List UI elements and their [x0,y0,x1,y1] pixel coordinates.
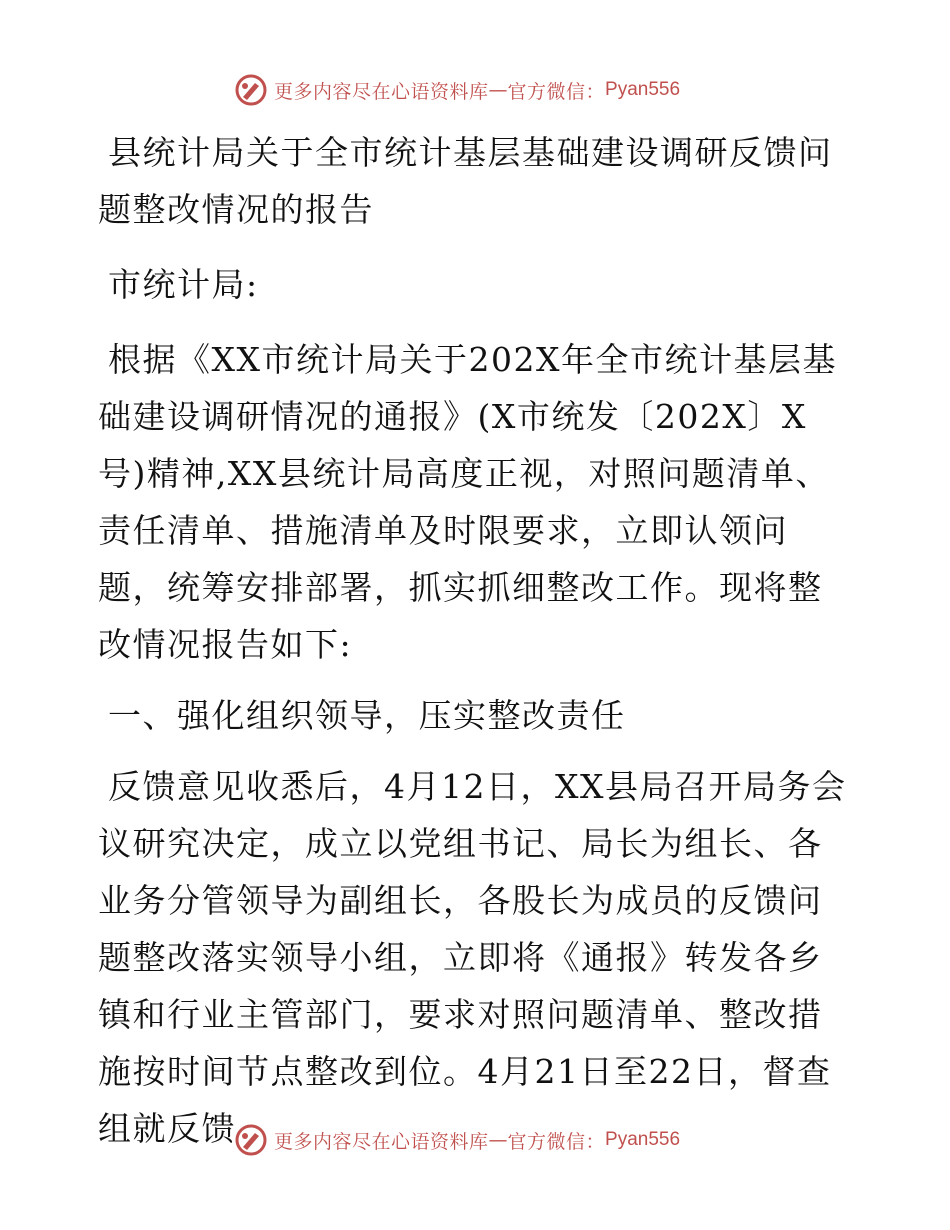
banner-text: 更多内容尽在心语资料库 [274,1130,489,1153]
banner-separator: — [488,1129,508,1151]
salutation: 市统计局: [108,265,259,304]
banner-text: 更多内容尽在心语资料库 [274,80,489,103]
banner-wechat-label: 官方微信： [507,1130,606,1153]
footer-watermark-banner [234,1120,680,1160]
logo-icon [234,73,268,107]
document-body [98,124,850,1157]
banner-separator: — [488,79,508,101]
banner-wechat-id: Pyan556 [605,1129,681,1150]
intro-paragraph: 根据《XX市统计局关于202X年全市统计基层基础建设调研情况的通报》(X市统发〔202X〕X号)精神,XX县统计局高度正视，对照问题清单、责任清单、措施清单及时限要求，立即认领问题，统筹安排部署，抓实抓细整改工作。现将整改情况报告如下: [98,340,837,664]
logo-icon [234,1123,268,1157]
section-1-heading: 一、强化组织领导，压实整改责任 [108,696,626,735]
banner-wechat-id: Pyan556 [605,79,681,100]
header-watermark-banner [234,70,680,110]
document-title: 县统计局关于全市统计基层基础建设调研反馈问题整改情况的报告 [98,133,833,229]
banner-wechat-label: 官方微信： [507,80,606,103]
section-1-paragraph: 反馈意见收悉后，4月12日，XX县局召开局务会议研究决定，成立以党组书记、局长为组长、各业务分管领导为副组长，各股长为成员的反馈问题整改落实领导小组，立即将《通报》转发各乡镇和行业主管部门，要求对照问题清单、整改措施按时间节点整改到位。4月21日至22日，督查组就反馈 [98,767,847,1148]
